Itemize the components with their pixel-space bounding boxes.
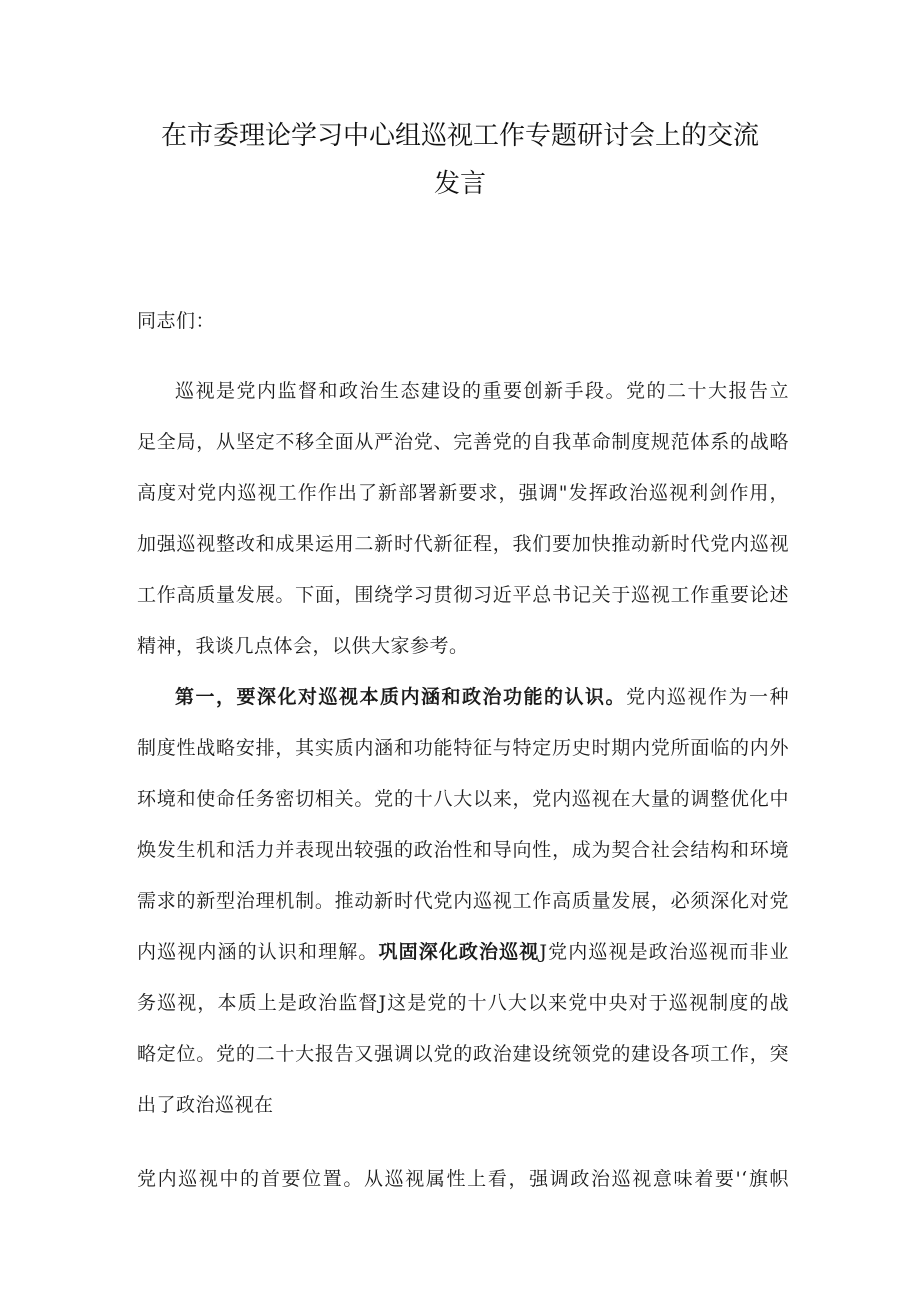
paragraph-first-point xyxy=(137,672,789,1131)
paragraph-line: 工作高质量发展。下面，围绕学习贯彻习近平总书记关于巡视工作重要论述 xyxy=(137,584,789,606)
paragraph-text: J党内巡视是政治巡视而非业 xyxy=(539,941,789,963)
paragraph-line: 巡视是党内监督和政治生态建设的重要创新手段。党的二十大报告立 xyxy=(175,380,789,402)
paragraph-line: 足全局，从坚定不移全面从严治党、完善党的自我革命制度规范体系的战略 xyxy=(137,431,789,453)
paragraph-line: 务巡视，本质上是政治监督J这是党的十八大以来党中央对于巡视制度的战 xyxy=(137,992,789,1014)
paragraph-line: 精神，我谈几点体会，以供大家参考。 xyxy=(137,635,469,657)
emphasis-text: 巩固深化政治巡视 xyxy=(378,941,540,963)
paragraph-intro xyxy=(137,366,789,672)
title-line-1: 在市委理论学习中心组巡视工作专题研讨会上的交流 xyxy=(160,121,759,151)
paragraph-line: 制度性战略安排，其实质内涵和功能特征与特定历史时期内党所面临的内外 xyxy=(137,737,789,759)
paragraph-line: 出了政治巡视在 xyxy=(137,1094,274,1116)
paragraph-line: 加强巡视整改和成果运用二新时代新征程，我们要加快推动新时代党内巡视 xyxy=(137,533,789,555)
paragraph-text: 内巡视内涵的认识和理解。 xyxy=(137,941,379,963)
section-heading: 第一，要深化对巡视本质内涵和政治功能的认识。 xyxy=(175,686,626,708)
paragraph-continued xyxy=(137,1154,789,1205)
paragraph-line: 环境和使命任务密切相关。党的十八大以来，党内巡视在大量的调整优化中 xyxy=(137,788,789,810)
title-line-2: 发言 xyxy=(433,169,486,199)
paragraph-line xyxy=(137,672,789,723)
paragraph-line: 需求的新型治理机制。推动新时代党内巡视工作高质量发展，必须深化对党 xyxy=(137,890,789,912)
paragraph-line xyxy=(137,927,789,978)
paragraph-line: 党内巡视中的首要位置。从巡视属性上看，强调政治巡视意味着要'‘旗帜 xyxy=(137,1168,789,1190)
paragraph-line: 高度对党内巡视工作作出了新部署新要求，强调"发挥政治巡视利剑作用， xyxy=(137,482,789,504)
paragraph-line: 焕发生机和活力并表现出较强的政治性和导向性，成为契合社会结构和环境 xyxy=(137,839,789,861)
page-title xyxy=(120,112,800,208)
paragraph-line: 略定位。党的二十大报告又强调以党的政治建设统领党的建设各项工作，突 xyxy=(137,1043,789,1065)
salutation: 同志们： xyxy=(137,310,216,332)
paragraph-text: 党内巡视作为一种 xyxy=(625,686,789,708)
